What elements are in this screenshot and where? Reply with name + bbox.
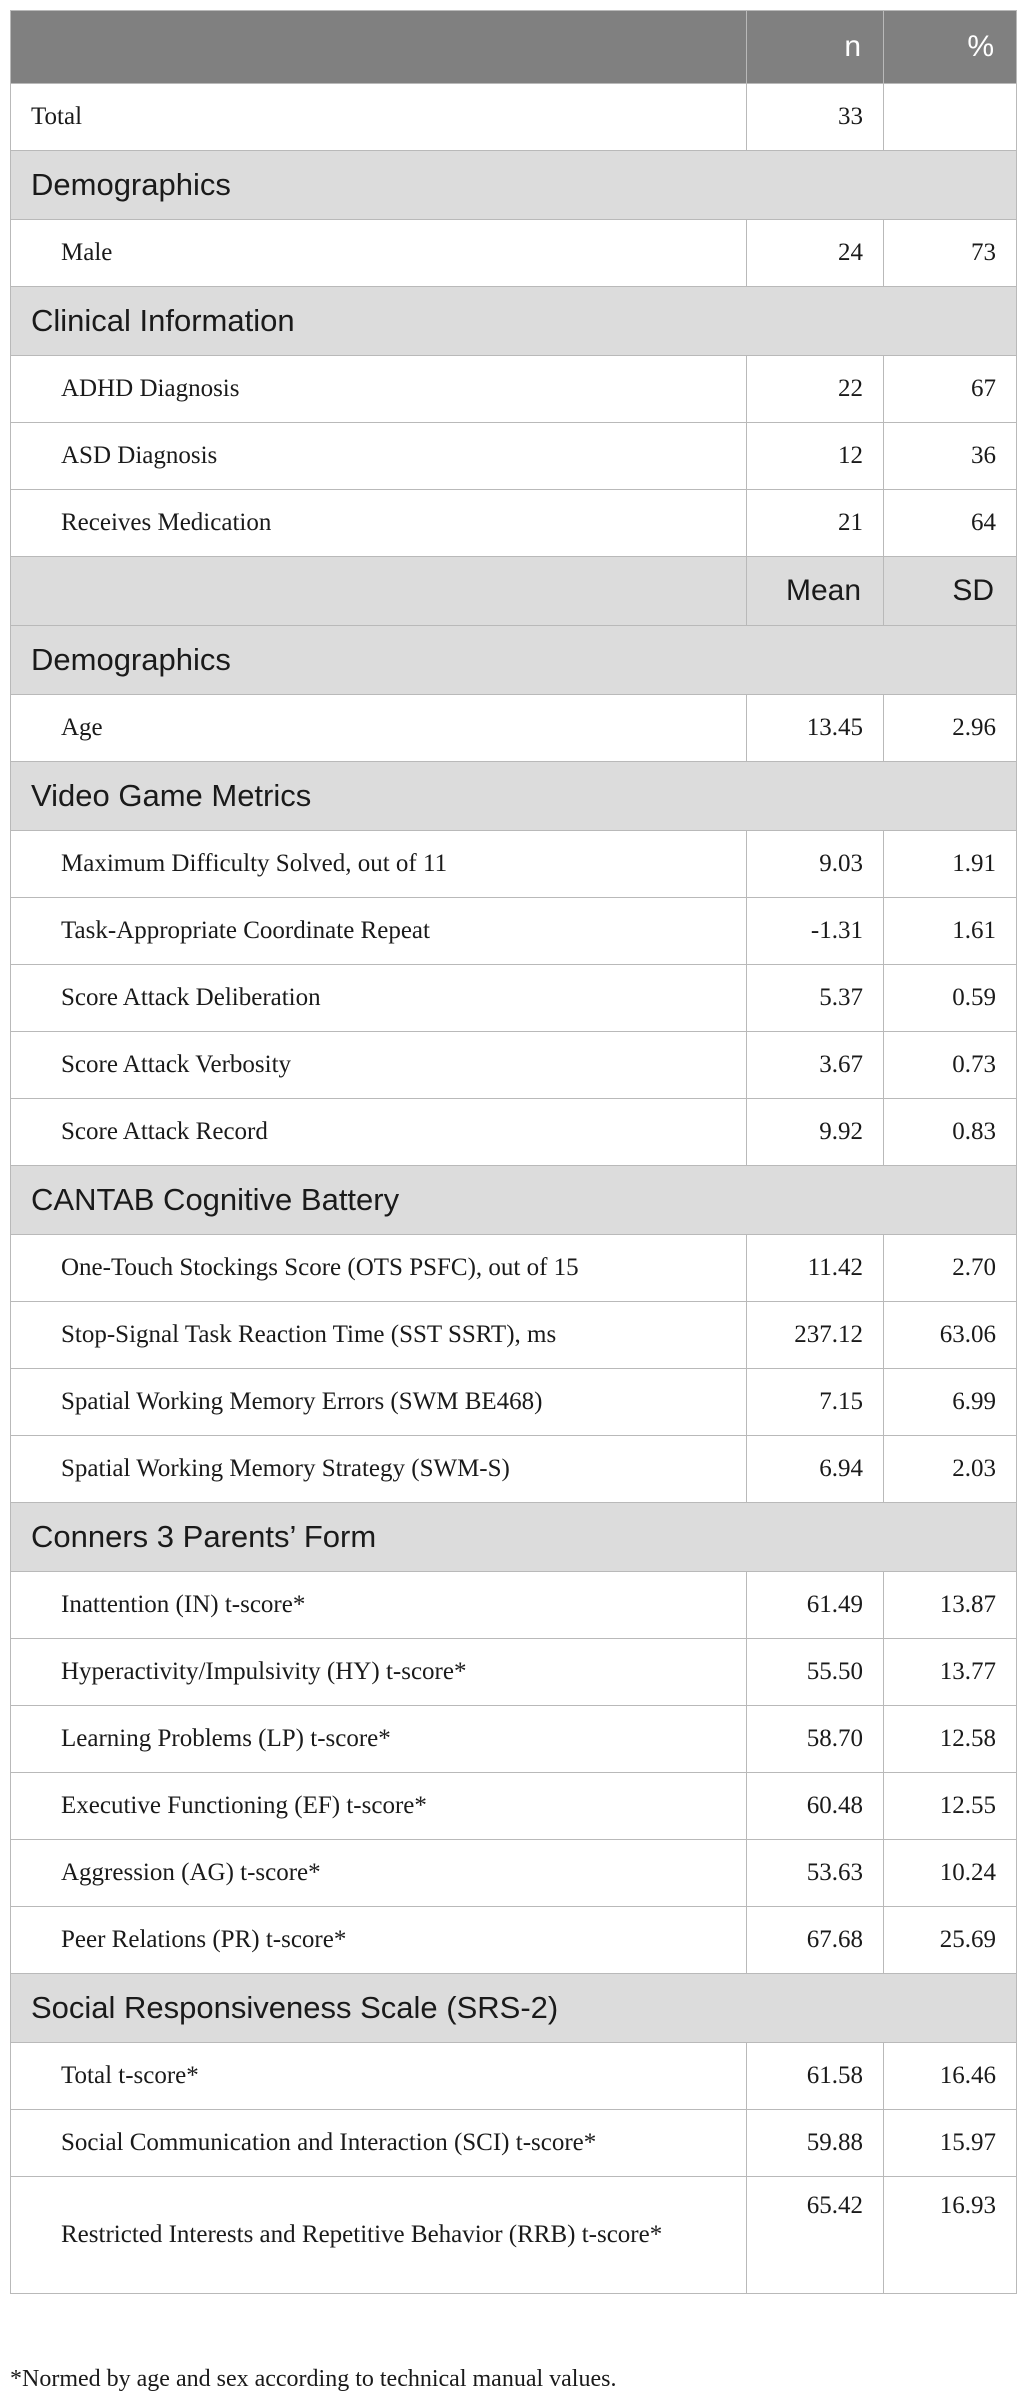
- table-row: [11, 1706, 1017, 1773]
- row-value-primary: 11.42: [747, 1235, 884, 1302]
- table-row: [11, 1099, 1017, 1166]
- table-row: [11, 1773, 1017, 1840]
- table-row: [11, 2110, 1017, 2177]
- row-label: Social Communication and Interaction (SCI) t-score*: [11, 2110, 747, 2177]
- table-row: [11, 898, 1017, 965]
- row-value-secondary: 16.93: [884, 2177, 1017, 2294]
- row-value-primary: 22: [747, 356, 884, 423]
- row-value-secondary: 2.96: [884, 695, 1017, 762]
- row-label: Score Attack Deliberation: [11, 965, 747, 1032]
- row-label: ASD Diagnosis: [11, 423, 747, 490]
- row-label: Score Attack Record: [11, 1099, 747, 1166]
- row-label: Spatial Working Memory Strategy (SWM-S): [11, 1436, 747, 1503]
- section-title: Conners 3 Parents’ Form: [11, 1503, 1017, 1572]
- row-value-primary: 59.88: [747, 2110, 884, 2177]
- row-value-secondary: 36: [884, 423, 1017, 490]
- row-value-secondary: 1.91: [884, 831, 1017, 898]
- row-value-secondary: 64: [884, 490, 1017, 557]
- row-label: Inattention (IN) t-score*: [11, 1572, 747, 1639]
- row-value-primary: 21: [747, 490, 884, 557]
- row-label: ADHD Diagnosis: [11, 356, 747, 423]
- section-header-row: [11, 151, 1017, 220]
- row-label: Total: [11, 84, 747, 151]
- row-value-secondary: [884, 84, 1017, 151]
- row-value-secondary: 0.83: [884, 1099, 1017, 1166]
- section-header-row: [11, 1166, 1017, 1235]
- row-value-secondary: 10.24: [884, 1840, 1017, 1907]
- row-label: Learning Problems (LP) t-score*: [11, 1706, 747, 1773]
- table-row: [11, 1302, 1017, 1369]
- row-value-secondary: 15.97: [884, 2110, 1017, 2177]
- table-row: [11, 1032, 1017, 1099]
- table-row: [11, 1639, 1017, 1706]
- row-value-secondary: 13.77: [884, 1639, 1017, 1706]
- header-percent-cell: %: [884, 11, 1017, 84]
- descriptive-statistics-table: [10, 10, 1017, 2294]
- section-header-row: [11, 1503, 1017, 1572]
- row-value-secondary: 12.58: [884, 1706, 1017, 1773]
- table-row: [11, 1907, 1017, 1974]
- row-value-primary: 5.37: [747, 965, 884, 1032]
- row-value-primary: 53.63: [747, 1840, 884, 1907]
- table-row: [11, 356, 1017, 423]
- row-value-primary: 55.50: [747, 1639, 884, 1706]
- section-title: Video Game Metrics: [11, 762, 1017, 831]
- table-row: [11, 220, 1017, 287]
- row-label: Stop-Signal Task Reaction Time (SST SSRT), ms: [11, 1302, 747, 1369]
- row-value-primary: 3.67: [747, 1032, 884, 1099]
- row-label: Aggression (AG) t-score*: [11, 1840, 747, 1907]
- row-value-secondary: 63.06: [884, 1302, 1017, 1369]
- table-row: [11, 423, 1017, 490]
- table-footnote: *Normed by age and sex according to technical manual values.: [10, 2366, 617, 2392]
- row-label: Executive Functioning (EF) t-score*: [11, 1773, 747, 1840]
- row-value-primary: 61.49: [747, 1572, 884, 1639]
- row-value-primary: 12: [747, 423, 884, 490]
- row-label: Maximum Difficulty Solved, out of 11: [11, 831, 747, 898]
- row-label: Male: [11, 220, 747, 287]
- row-value-primary: 7.15: [747, 1369, 884, 1436]
- table-row: [11, 831, 1017, 898]
- row-value-secondary: 13.87: [884, 1572, 1017, 1639]
- row-label: Restricted Interests and Repetitive Behavior (RRB) t-score*: [11, 2177, 747, 2294]
- header-label-cell: [11, 11, 747, 84]
- row-value-primary: -1.31: [747, 898, 884, 965]
- column-subheader-row: [11, 557, 1017, 626]
- row-value-primary: 237.12: [747, 1302, 884, 1369]
- row-value-primary: 9.03: [747, 831, 884, 898]
- row-value-primary: 33: [747, 84, 884, 151]
- row-value-primary: 60.48: [747, 1773, 884, 1840]
- section-header-row: [11, 626, 1017, 695]
- table-row: [11, 490, 1017, 557]
- row-label: Task-Appropriate Coordinate Repeat: [11, 898, 747, 965]
- table-row: [11, 1235, 1017, 1302]
- row-value-secondary: 67: [884, 356, 1017, 423]
- header-n-cell: n: [747, 11, 884, 84]
- row-label: Hyperactivity/Impulsivity (HY) t-score*: [11, 1639, 747, 1706]
- row-value-primary: 65.42: [747, 2177, 884, 2294]
- row-label: Peer Relations (PR) t-score*: [11, 1907, 747, 1974]
- section-header-row: [11, 762, 1017, 831]
- section-header-row: [11, 1974, 1017, 2043]
- row-value-secondary: 12.55: [884, 1773, 1017, 1840]
- section-header-row: [11, 287, 1017, 356]
- row-label: Total t-score*: [11, 2043, 747, 2110]
- row-value-primary: 67.68: [747, 1907, 884, 1974]
- subheader-sd-cell: SD: [884, 557, 1017, 626]
- section-title: Clinical Information: [11, 287, 1017, 356]
- table-row: [11, 1572, 1017, 1639]
- row-label: Spatial Working Memory Errors (SWM BE468): [11, 1369, 747, 1436]
- section-title: Demographics: [11, 151, 1017, 220]
- row-label: Receives Medication: [11, 490, 747, 557]
- table-row: [11, 1840, 1017, 1907]
- table-row: [11, 2043, 1017, 2110]
- row-value-primary: 9.92: [747, 1099, 884, 1166]
- row-value-secondary: 16.46: [884, 2043, 1017, 2110]
- table-row: [11, 2177, 1017, 2294]
- section-title: Social Responsiveness Scale (SRS-2): [11, 1974, 1017, 2043]
- table-row: [11, 965, 1017, 1032]
- row-value-secondary: 25.69: [884, 1907, 1017, 1974]
- row-value-primary: 24: [747, 220, 884, 287]
- row-value-primary: 6.94: [747, 1436, 884, 1503]
- section-title: Demographics: [11, 626, 1017, 695]
- row-value-secondary: 73: [884, 220, 1017, 287]
- table-row: [11, 84, 1017, 151]
- row-value-secondary: 2.70: [884, 1235, 1017, 1302]
- row-label: Age: [11, 695, 747, 762]
- row-value-secondary: 0.73: [884, 1032, 1017, 1099]
- row-value-secondary: 2.03: [884, 1436, 1017, 1503]
- row-value-primary: 13.45: [747, 695, 884, 762]
- row-value-primary: 58.70: [747, 1706, 884, 1773]
- row-label: One-Touch Stockings Score (OTS PSFC), out of 15: [11, 1235, 747, 1302]
- subheader-mean-cell: Mean: [747, 557, 884, 626]
- row-value-secondary: 0.59: [884, 965, 1017, 1032]
- row-value-secondary: 6.99: [884, 1369, 1017, 1436]
- row-label: Score Attack Verbosity: [11, 1032, 747, 1099]
- section-title: CANTAB Cognitive Battery: [11, 1166, 1017, 1235]
- table-header-row: [11, 11, 1017, 84]
- row-value-primary: 61.58: [747, 2043, 884, 2110]
- row-value-secondary: 1.61: [884, 898, 1017, 965]
- table-row: [11, 1436, 1017, 1503]
- table-body: [11, 84, 1017, 2294]
- subheader-label-cell: [11, 557, 747, 626]
- table-row: [11, 1369, 1017, 1436]
- table-row: [11, 695, 1017, 762]
- descriptive-statistics-table-container: [10, 10, 1016, 2392]
